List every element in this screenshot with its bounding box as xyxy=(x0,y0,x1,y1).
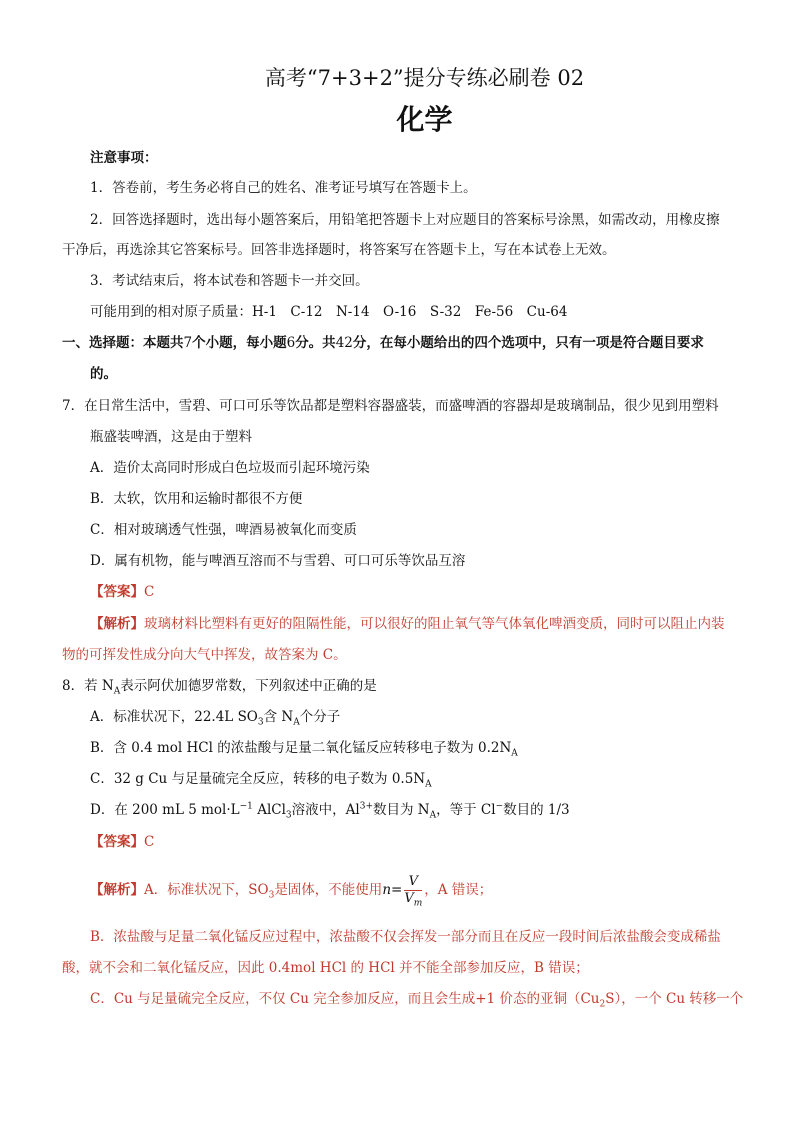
q8-option-b: B．含 0.4 mol HCl 的浓盐酸与足量二氧化锰反应转移电子数为 $0.2N_A$ xyxy=(90,740,518,759)
q7-option-b: B．太软，饮用和运输时都很不方便 xyxy=(90,491,303,507)
atomic-masses: 可能用到的相对原子质量：H-1 C-12 N-14 O-16 S-32 Fe-56 Cu-64 xyxy=(90,304,568,320)
paper-title: 高考“7+3+2”提分专练必刷卷 02 xyxy=(264,66,585,90)
q7-option-a: A．造价太高同时形成白色垃圾而引起环境污染 xyxy=(90,460,370,476)
q8-analysis-b-line-2: 酸，就不会和二氧化锰反应，因此 0.4mol HCl 的 HCl 并不能全部参加反应，B 错误； xyxy=(62,960,589,976)
q8-stem: 8．若 $N_A$表示阿伏加德罗常数，下列叙述中正确的是 xyxy=(62,678,377,697)
notice-item-1: 1．答卷前，考生务必将自己的姓名、准考证号填写在答题卡上。 xyxy=(90,180,477,196)
molar-volume-fraction: $\frac{V}{V_m}$ xyxy=(404,874,423,909)
q7-stem-line-1: 7．在日常生活中，雪碧、可口可乐等饮品都是塑料容器盛装，而盛啤酒的容器却是玻璃制品，很少见到用塑料 xyxy=(62,398,719,414)
q8-option-a: A．标准状况下，22.4L $SO_3$含 $N_A$个分子 xyxy=(90,709,341,728)
q8-analysis-b-line-1: B．浓盐酸与足量二氧化锰反应过程中，浓盐酸不仅会挥发一部分而且在反应一段时间后浓盐酸会变成稀盐 xyxy=(90,929,721,945)
notice-item-2-line-1: 2．回答选择题时，选出每小题答案后，用铅笔把答题卡上对应题目的答案标号涂黑，如需改动，用橡皮擦 xyxy=(90,212,720,228)
q7-analysis-line-1: 【解析】玻璃材料比塑料有更好的阻隔性能，可以很好的阻止氧气等气体氧化啤酒变质，同时可以阻止内装 xyxy=(90,616,725,632)
q7-option-c: C．相对玻璃透气性强，啤酒易被氧化而变质 xyxy=(90,522,357,538)
q7-answer: 【答案】C xyxy=(90,584,155,600)
q8-analysis-c-line-1: C．Cu 与足量硫完全反应，不仅 Cu 完全参加反应，而且会生成+1 价态的亚铜$(Cu_2S)$，一个 Cu 转移一个 xyxy=(90,991,744,1010)
q8-analysis-a: 【解析】A．标准状况下，$SO_3$是固体，不能使用n= $\frac{V}{V_m}$ ，A 错误； xyxy=(90,874,493,909)
q8-option-c: C．32 g Cu 与足量硫完全反应，转移的电子数为 $0.5N_A$ xyxy=(90,771,432,790)
notice-item-3: 3．考试结束后，将本试卷和答题卡一并交回。 xyxy=(90,273,369,289)
q7-stem-line-2: 瓶盛装啤酒，这是由于塑料 xyxy=(90,429,252,445)
subject-title: 化学 xyxy=(396,103,453,136)
notice-item-2-line-2: 干净后，再选涂其它答案标号。回答非选择题时，将答案写在答题卡上，写在本试卷上无效。 xyxy=(62,242,616,258)
q8-option-d: D．在 200 mL 5 $mol\cdot L^{-1}$ AlCl$_3$溶液中，$Al^{3+}$数目为 $N_A$，等于 Cl−数目的 1/3 xyxy=(90,801,570,821)
q8-answer: 【答案】C xyxy=(90,834,155,850)
notice-heading: 注意事项： xyxy=(90,150,158,166)
section-1-line-2: 的。 xyxy=(90,366,117,382)
q7-analysis-line-2: 物的可挥发性成分向大气中挥发，故答案为 C。 xyxy=(62,647,347,663)
q7-option-d: D．属有机物，能与啤酒互溶而不与雪碧、可口可乐等饮品互溶 xyxy=(90,553,466,569)
section-1-line-1: 一、选择题：本题共7个小题，每小题6分。共42分，在每小题给出的四个选项中，只有一项是符合题目要求 xyxy=(62,335,704,351)
